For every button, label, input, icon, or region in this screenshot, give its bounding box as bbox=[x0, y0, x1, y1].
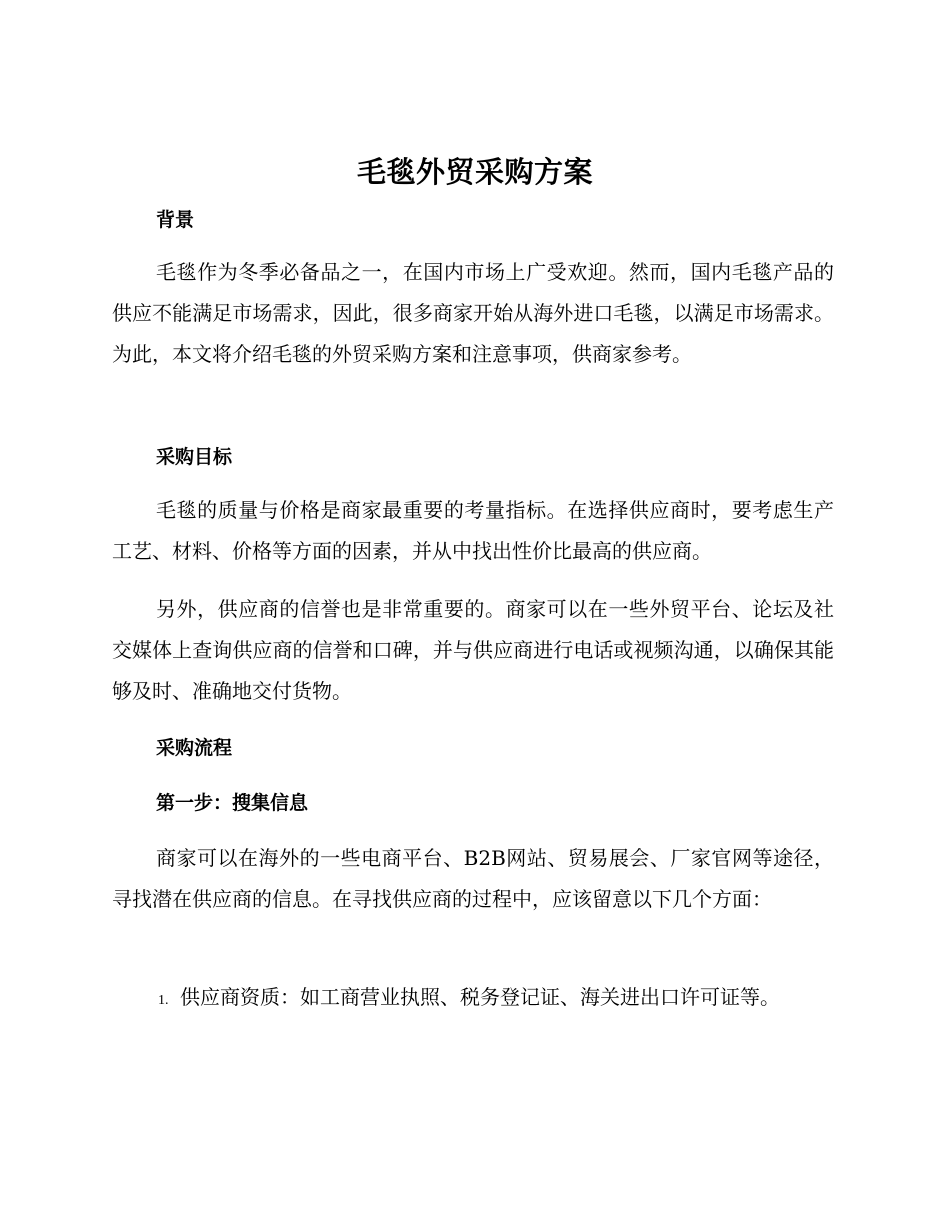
section-heading-background: 背景 bbox=[156, 209, 195, 231]
section-heading-step1: 第一步：搜集信息 bbox=[156, 792, 309, 814]
list-item-text: 供应商资质：如工商营业执照、税务登记证、海关进出口许可证等。 bbox=[180, 985, 780, 1009]
section-heading-process: 采购流程 bbox=[156, 737, 233, 759]
paragraph-step1: 商家可以在海外的一些电商平台、B2B网站、贸易展会、厂家官网等途径，寻找潜在供应商的信息。在寻找供应商的过程中，应该留意以下几个方面： bbox=[112, 846, 834, 911]
list-item bbox=[112, 977, 834, 1021]
section-heading-goal: 采购目标 bbox=[156, 446, 233, 468]
paragraph-goal-1: 毛毯的质量与价格是商家最重要的考量指标。在选择供应商时，要考虑生产工艺、材料、价格等方面的因素，并从中找出性价比最高的供应商。 bbox=[112, 498, 834, 563]
list-item-number: 1. bbox=[158, 993, 169, 1008]
paragraph-goal-2: 另外，供应商的信誉也是非常重要的。商家可以在一些外贸平台、论坛及社交媒体上查询供应商的信誉和口碑，并与供应商进行电话或视频沟通，以确保其能够及时、准确地交付货物。 bbox=[112, 597, 834, 703]
document-title: 毛毯外贸采购方案 bbox=[356, 155, 593, 189]
paragraph-background: 毛毯作为冬季必备品之一，在国内市场上广受欢迎。然而，国内毛毯产品的供应不能满足市场需求，因此，很多商家开始从海外进口毛毯，以满足市场需求。为此，本文将介绍毛毯的外贸采购方案和注意事项，供商家参考。 bbox=[112, 260, 834, 366]
